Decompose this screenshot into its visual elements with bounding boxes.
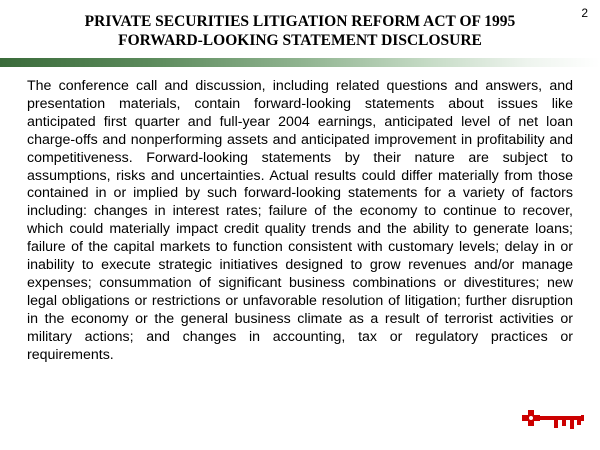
key-teeth bbox=[554, 420, 581, 429]
gradient-divider bbox=[0, 58, 600, 67]
page-title bbox=[0, 12, 600, 50]
title-line-2: FORWARD-LOOKING STATEMENT DISCLOSURE bbox=[118, 32, 482, 49]
key-tip bbox=[581, 415, 584, 421]
page-number: 2 bbox=[581, 6, 588, 20]
disclosure-body-text: The conference call and discussion, including related questions and answers, and presentation materials, contain forward-looking statements about issues like anticipated first quarter and full-year 2004 earnings, anticipated level of net loan charge-offs and nonperforming assets and anticipated improvement in profitability and competitiveness. Forward-looking statements by their nature are subject to assumptions, risks and uncertainties. Actual results could differ materially from those contained in or implied by such forward-looking statements for a variety of factors including: changes in interest rates; failure of the economy to continue to recover, which could materially impact credit quality trends and the ability to generate loans; failure of the capital markets to function consistent with customary levels; delay in or inability to execute strategic initiatives designed to grow revenues and/or manage expenses; consummation of significant business combinations or divestitures; new legal obligations or restrictions or unfavorable resolution of litigation; further disruption in the economy or the general business climate as a result of terrorist activities or military actions; and changes in accounting, tax or regulatory practices or requirements. bbox=[27, 78, 573, 363]
key-ring bbox=[529, 416, 533, 420]
title-line-1: PRIVATE SECURITIES LITIGATION REFORM ACT OF 1995 bbox=[84, 13, 516, 30]
key-shaft bbox=[539, 416, 581, 420]
key-icon bbox=[514, 406, 586, 436]
